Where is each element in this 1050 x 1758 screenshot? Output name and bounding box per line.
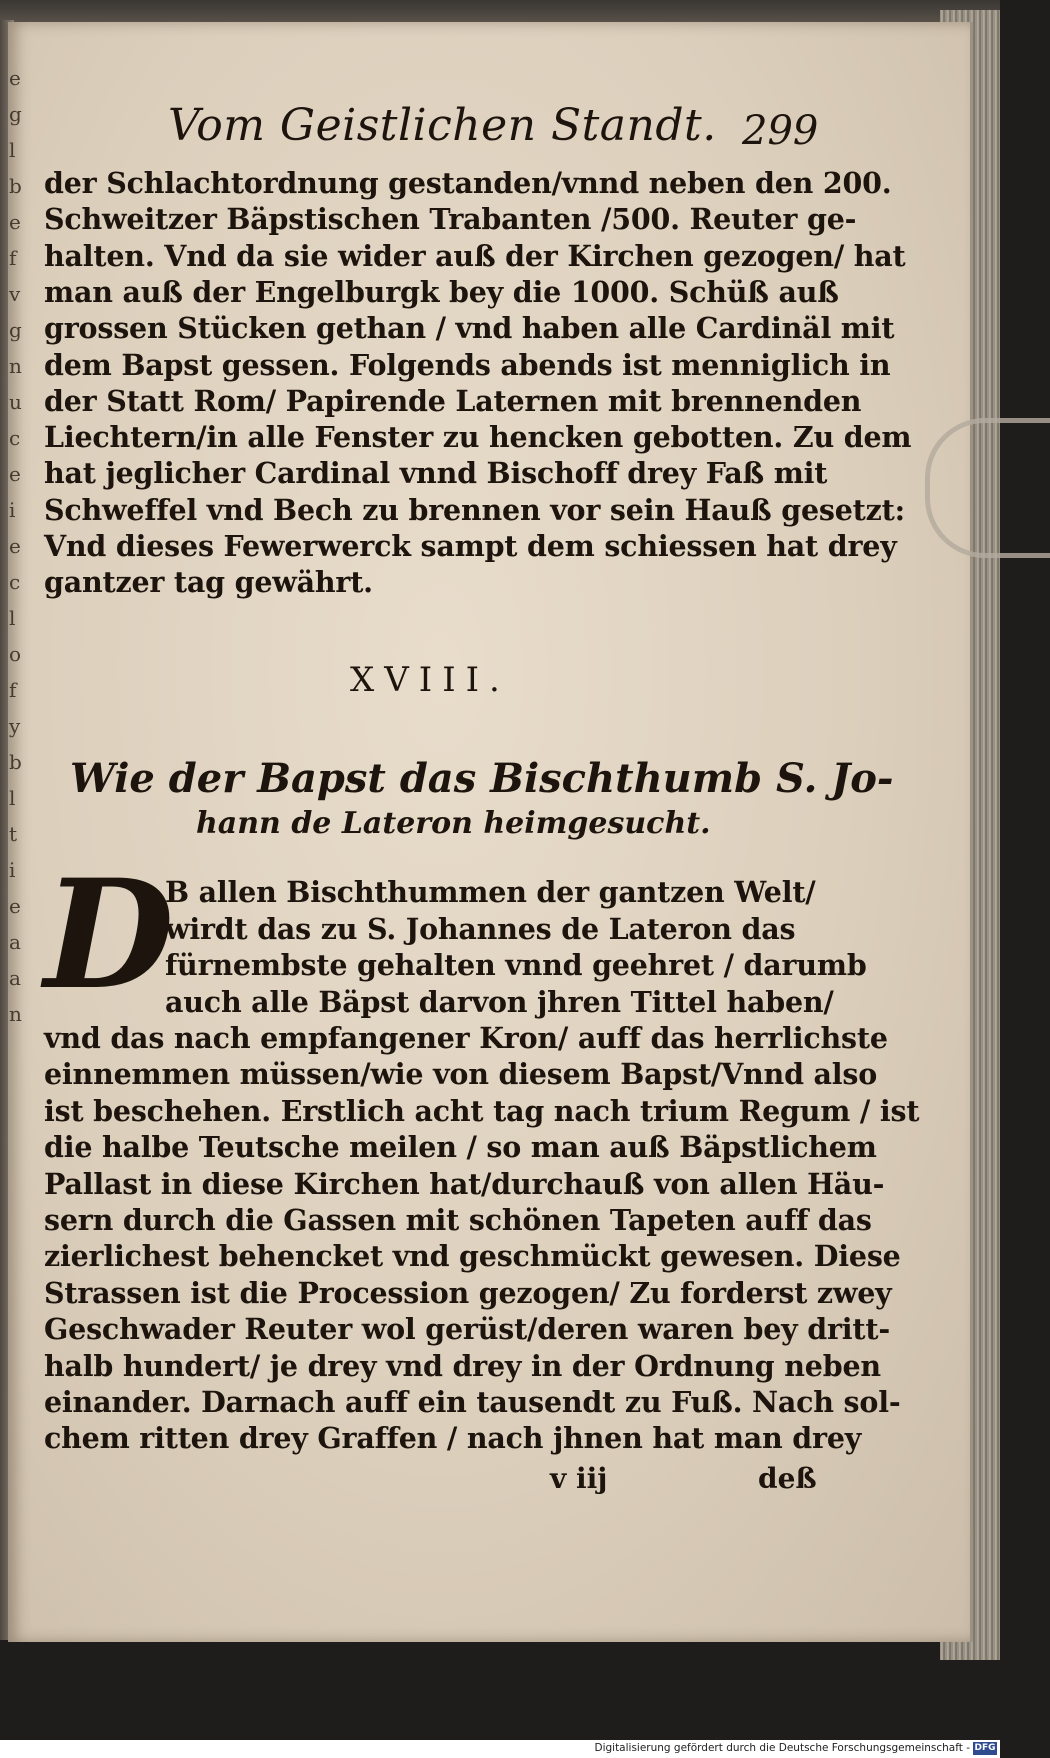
paragraph-1-line: hat jeglicher Cardinal vnnd Bischoff drey Faß mit [44,456,828,491]
digitization-credit: Digitalisierung gefördert durch die Deutsche Forschungsgemeinschaft - [594,1742,970,1754]
paragraph-2-indented-line: B allen Bischthummen der gantzen Welt/ [165,875,816,909]
bleed-through-letter: a [9,966,21,990]
catchword: deß [758,1462,817,1495]
bleed-through-letter: l [9,786,16,810]
paragraph-1-line: man auß der Engelburgk bey die 1000. Schüß auß [44,274,839,309]
bleed-through-letter: b [9,750,22,774]
bleed-through-letter: a [9,930,21,954]
bleed-through-letter: n [9,1002,22,1026]
dfg-logo: DFG [974,1743,996,1753]
bleed-through-letter: l [9,138,16,162]
bleed-through-letter: e [9,66,21,90]
paragraph-2-line: chem ritten drey Graffen / nach jhnen hat man drey [44,1421,862,1456]
paragraph-1-line: halten. Vnd da sie wider auß der Kirchen gezogen/ hat [44,238,906,273]
signature-mark: v iij [550,1462,608,1495]
bleed-through-letter: g [9,102,22,126]
bleed-through-letter: c [9,426,21,450]
bleed-through-letters [9,60,41,1110]
running-head: Vom Geistlichen Standt. [168,100,717,151]
bleed-through-letter: e [9,462,21,486]
bleed-through-letter: n [9,354,22,378]
bleed-through-letter: t [9,822,18,846]
paragraph-2-line: vnd das nach empfangener Kron/ auff das herrlichste [44,1021,888,1055]
paragraph-1-line: der Schlachtordnung gestanden/vnnd neben den 200. [44,166,892,200]
paragraph-1-line: Schweffel vnd Bech zu brennen vor sein Hauß gesetzt: [44,492,905,527]
drop-cap-initial: D [44,847,175,1023]
paragraph-2-line: einnemmen müssen/wie von diesem Bapst/Vnnd also [44,1057,878,1092]
paragraph-2-line: Strassen ist die Procession gezogen/ Zu forderst zwey [44,1275,892,1310]
bleed-through-letter: y [9,714,21,738]
paragraph-2-line: zierlichest behencket vnd geschmückt gewesen. Diese [44,1239,901,1274]
paragraph-2-indented-line: wirdt das zu S. Johannes de Lateron das [165,911,796,946]
bleed-through-letter: c [9,570,21,594]
paragraph-1-line: Vnd dieses Fewerwerck sampt dem schiessen hat drey [44,529,897,563]
bleed-through-letter: e [9,210,21,234]
paragraph-1-line: Schweitzer Bäpstischen Trabanten /500. Reuter ge- [44,202,857,237]
bleed-through-letter: i [9,498,16,522]
paragraph-1-line: der Statt Rom/ Papirende Laternen mit brennenden [44,383,862,418]
paragraph-2-line: halb hundert/ je drey vnd drey in der Ordnung neben [44,1348,881,1383]
bleed-through-letter: f [9,678,17,702]
paragraph-2-line: sern durch die Gassen mit schönen Tapeten auff das [44,1203,872,1237]
paragraph-2-indented-line: auch alle Bäpst darvon jhren Tittel haben/ [165,984,834,1019]
bleed-through-letter: e [9,534,21,558]
paragraph-1-line: Liechtern/in alle Fenster zu hencken gebotten. Zu dem [44,420,912,455]
bleed-through-letter: e [9,894,21,918]
bleed-through-letter: b [9,174,22,198]
bleed-through-letter: i [9,858,16,882]
page-ribbon-loop [925,418,1050,558]
bleed-through-letter: v [9,282,21,306]
bleed-through-letter: o [9,642,22,666]
paragraph-2-indented-line: fürnembste gehalten vnnd geehret / darumb [165,948,867,982]
paragraph-1-line: gantzer tag gewährt. [44,565,373,600]
section-title-line-1: Wie der Bapst das Bischthumb S. Jo- [70,755,894,802]
page-number: 299 [742,108,819,154]
paragraph-2-line: einander. Darnach auff ein tausendt zu Fuß. Nach sol- [44,1385,901,1419]
bleed-through-letter: l [9,606,16,630]
paragraph-1-line: dem Bapst gessen. Folgends abends ist menniglich in [44,347,891,382]
paragraph-2-line: ist beschehen. Erstlich acht tag nach trium Regum / ist [44,1093,920,1128]
bleed-through-letter: g [9,318,22,342]
paragraph-2-line: die halbe Teutsche meilen / so man auß Bäpstlichem [44,1130,877,1165]
bleed-through-letter: f [9,246,17,270]
paragraph-1-line: grossen Stücken gethan / vnd haben alle Cardinäl mit [44,311,895,346]
section-title-line-2: hann de Lateron heimgesucht. [196,806,711,841]
section-number: XVIII. [350,660,510,700]
paragraph-2-line: Geschwader Reuter wol gerüst/deren waren bey dritt- [44,1312,890,1347]
paragraph-2-line: Pallast in diese Kirchen hat/durchauß von allen Häu- [44,1166,885,1201]
bleed-through-letter: u [9,390,22,414]
